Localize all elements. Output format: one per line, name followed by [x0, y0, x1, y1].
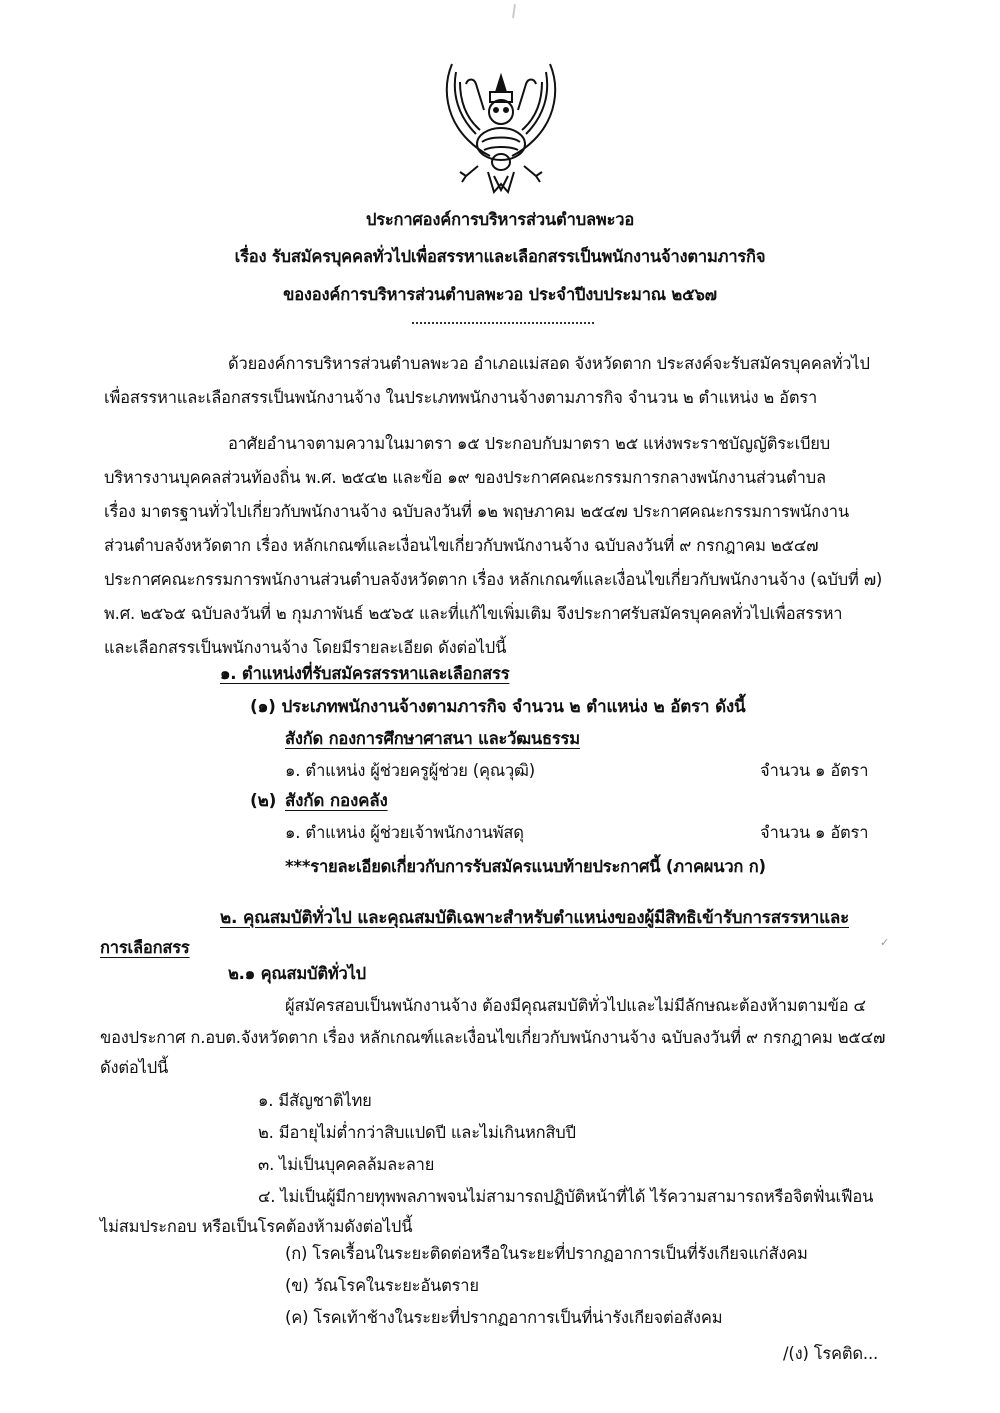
position-1-name: ๑. ตำแหน่ง ผู้ช่วยครูผู้ช่วย (คุณวุฒิ): [285, 761, 535, 780]
qualification-item-4: ๔. ไม่เป็นผู้มีกายทุพพลภาพจนไม่สามารถปฏิบัติหน้าที่ได้ ไร้ความสามารถหรือจิตฟั่นเฟือน: [258, 1187, 874, 1206]
authority-line-5: ประกาศคณะกรรมการพนักงานส่วนตำบลจังหวัดตาก เรื่อง หลักเกณฑ์และเงื่อนไขเกี่ยวกับพนักงานจ้าง (ฉบับที่ ๗): [104, 570, 883, 589]
qualification-item-1: ๑. มีสัญชาติไทย: [258, 1091, 372, 1110]
section-2-heading-line-1: ๒. คุณสมบัติทั่วไป และคุณสมบัติเฉพาะสำหรับตำแหน่งของผู้มีสิทธิเข้ารับการสรรหาและ: [220, 908, 850, 928]
authority-line-7: และเลือกสรรเป็นพนักงานจ้าง โดยมีรายละเอียด ดังต่อไปนี้: [104, 638, 507, 657]
position-2-count: จำนวน ๑ อัตรา: [760, 823, 869, 842]
authority-line-1: อาศัยอำนาจตามความในมาตรา ๑๕ ประกอบกับมาตรา ๒๕ แห่งพระราชบัญญัติระเบียบ: [228, 434, 831, 453]
authority-line-4: ส่วนตำบลจังหวัดตาก เรื่อง หลักเกณฑ์และเงื่อนไขเกี่ยวกับพนักงานจ้าง ฉบับลงวันที่ ๙ กรกฎาคม ๒๕๔๗: [104, 536, 819, 555]
section-2-1-heading: ๒.๑ คุณสมบัติทั่วไป: [228, 964, 366, 983]
position-2-name: ๑. ตำแหน่ง ผู้ช่วยเจ้าพนักงานพัสดุ: [285, 823, 524, 842]
qualification-item-3: ๓. ไม่เป็นบุคคลล้มละลาย: [258, 1155, 435, 1174]
authority-line-3: เรื่อง มาตรฐานทั่วไปเกี่ยวกับพนักงานจ้าง ฉบับลงวันที่ ๑๒ พฤษภาคม ๒๕๔๗ ประกาศคณะกรรมการพนักงาน: [104, 502, 849, 521]
section-1-subheading-1: (๑) ประเภทพนักงานจ้างตามภารกิจ จำนวน ๒ ตำแหน่ง ๒ อัตรา ดังนี้: [250, 697, 746, 717]
pen-mark: ✓: [880, 936, 890, 949]
disease-item-a: (ก) โรคเรื้อนในระยะติดต่อหรือในระยะที่ปรากฏอาการเป็นที่รังเกียจแก่สังคม: [285, 1244, 808, 1263]
document-subject-line-2: ขององค์การบริหารส่วนตำบลพะวอ ประจำปีงบประมาณ ๒๕๖๗: [283, 285, 717, 304]
section-1-department-2: สังกัด กองคลัง: [285, 791, 388, 811]
disease-item-b: (ข) วัณโรคในระยะอันตราย: [285, 1276, 479, 1295]
authority-line-6: พ.ศ. ๒๕๖๕ ฉบับลงวันที่ ๒ กุมภาพันธ์ ๒๕๖๕ และที่แก้ไขเพิ่มเติม จึงประกาศรับสมัครบุคคลทั่วไปเพื่อสรรหา: [104, 604, 843, 623]
document-title: ประกาศองค์การบริหารส่วนตำบลพะวอ: [365, 210, 635, 229]
garuda-emblem-icon: [438, 58, 564, 198]
qualification-item-4-continuation: ไม่สมประกอบ หรือเป็นโรคต้องห้ามดังต่อไปนี้: [100, 1217, 413, 1236]
section-2-1-para-line-3: ดังต่อไปนี้: [100, 1058, 169, 1077]
authority-line-2: บริหารงานบุคคลส่วนท้องถิ่น พ.ศ. ๒๕๔๒ และข้อ ๑๙ ของประกาศคณะกรรมการกลางพนักงานส่วนตำบล: [104, 468, 826, 487]
intro-line-1: ด้วยองค์การบริหารส่วนตำบลพะวอ อำเภอแม่สอด จังหวัดตาก ประสงค์จะรับสมัครบุคคลทั่วไป: [228, 354, 870, 373]
scan-artifact: [512, 4, 516, 18]
position-1-count: จำนวน ๑ อัตรา: [760, 761, 869, 780]
section-1-subheading-2-marker: (๒): [250, 791, 277, 811]
page-continuation: /(ง) โรคติด...: [783, 1344, 879, 1363]
section-2-heading-line-2: การเลือกสรร: [100, 938, 190, 957]
header-separator: [412, 322, 594, 324]
document-subject-line-1: เรื่อง รับสมัครบุคคลทั่วไปเพื่อสรรหาและเลือกสรรเป็นพนักงานจ้างตามภารกิจ: [234, 247, 766, 266]
section-2-1-para-line-2: ของประกาศ ก.อบต.จังหวัดตาก เรื่อง หลักเกณฑ์และเงื่อนไขเกี่ยวกับพนักงานจ้าง ฉบับลงวันที่ ๙ กรกฎาคม ๒๕๔๗: [100, 1028, 886, 1047]
disease-item-c: (ค) โรคเท้าช้างในระยะที่ปรากฏอาการเป็นที่น่ารังเกียจต่อสังคม: [285, 1308, 723, 1327]
appendix-note: ***รายละเอียดเกี่ยวกับการรับสมัครแนบท้ายประกาศนี้ (ภาคผนวก ก): [285, 857, 766, 876]
section-1-heading: ๑. ตำแหน่งที่รับสมัครสรรหาและเลือกสรร: [220, 664, 510, 683]
intro-line-2: เพื่อสรรหาและเลือกสรรเป็นพนักงานจ้าง ในประเภทพนักงานจ้างตามภารกิจ จำนวน ๒ ตำแหน่ง ๒ อัตรา: [104, 388, 818, 407]
qualification-item-2: ๒. มีอายุไม่ต่ำกว่าสิบแปดปี และไม่เกินหกสิบปี: [258, 1123, 576, 1142]
section-1-department-1: สังกัด กองการศึกษาศาสนา และวัฒนธรรม: [285, 729, 580, 748]
section-2-1-para-line-1: ผู้สมัครสอบเป็นพนักงานจ้าง ต้องมีคุณสมบัติทั่วไปและไม่มีลักษณะต้องห้ามตามข้อ ๔: [285, 996, 866, 1015]
